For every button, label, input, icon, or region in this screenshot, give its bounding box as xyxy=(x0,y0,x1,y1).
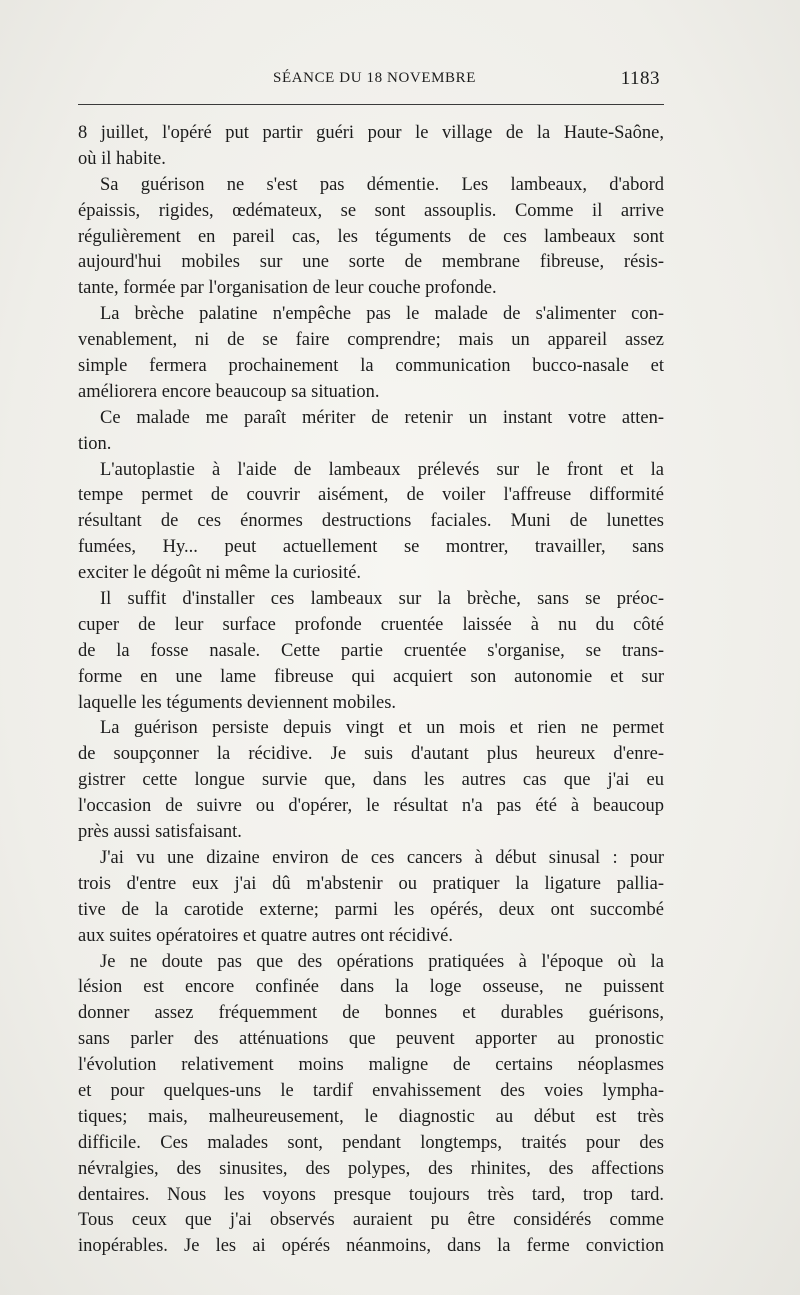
text-line: J'ai vu une dizaine environ de ces cancers à début sinusal : pour xyxy=(100,847,664,868)
text-line: fumées, Hy... peut actuellement se montrer, travailler, sans xyxy=(78,537,664,558)
text-line: aux suites opératoires et quatre autres ont récidivé. xyxy=(78,925,453,946)
text-line: tiques; mais, malheureusement, le diagnostic au début est très xyxy=(78,1106,664,1127)
running-head: SÉANCE DU 18 NOVEMBRE xyxy=(273,70,477,86)
text-line: régulièrement en pareil cas, les téguments de ces lambeaux sont xyxy=(78,226,664,247)
text-line: Ce malade me paraît mériter de retenir un instant votre atten- xyxy=(100,407,664,428)
text-line: gistrer cette longue survie que, dans les autres cas que j'ai eu xyxy=(78,770,664,791)
text-line: où il habite. xyxy=(78,148,166,169)
text-line: simple fermera prochainement la communication bucco-nasale et xyxy=(78,356,664,377)
text-line: exciter le dégoût ni même la curiosité. xyxy=(78,563,362,584)
text-line: névralgies, des sinusites, des polypes, des rhinites, des affections xyxy=(78,1158,664,1179)
text-line: donner assez fréquemment de bonnes et durables guérisons, xyxy=(78,1003,664,1024)
header-rule xyxy=(78,104,664,105)
text-line: de soupçonner la récidive. Je suis d'autant plus heureux d'enre- xyxy=(78,744,664,765)
body-text xyxy=(78,121,664,1260)
text-line: tive de la carotide externe; parmi les opérés, deux ont succombé xyxy=(78,899,664,920)
text-line: près aussi satisfaisant. xyxy=(78,822,242,843)
text-line: venablement, ni de se faire comprendre; mais un appareil assez xyxy=(78,330,664,351)
text-line: et pour quelques-uns le tardif envahissement des voies lympha- xyxy=(78,1080,664,1101)
text-line: lésion est encore confinée dans la loge osseuse, ne puissent xyxy=(78,977,664,998)
text-line: de la fosse nasale. Cette partie cruentée s'organise, se trans- xyxy=(78,640,664,661)
page-header xyxy=(78,68,664,98)
text-line: Je ne doute pas que des opérations pratiquées à l'époque où la xyxy=(100,951,664,972)
text-line: cuper de leur surface profonde cruentée laissée à nu du côté xyxy=(78,614,664,635)
text-line: tion. xyxy=(78,433,112,454)
text-line: aujourd'hui mobiles sur une sorte de membrane fibreuse, résis- xyxy=(78,252,664,273)
text-line: l'évolution relativement moins maligne de certains néoplasmes xyxy=(78,1055,664,1076)
text-line: difficile. Ces malades sont, pendant longtemps, traités pour des xyxy=(78,1132,664,1153)
page-number: 1183 xyxy=(620,68,660,89)
text-line: trois d'entre eux j'ai dû m'abstenir ou pratiquer la ligature pallia- xyxy=(78,873,664,894)
text-line: 8 juillet, l'opéré put partir guéri pour le village de la Haute-Saône, xyxy=(78,123,664,143)
text-line: résultant de ces énormes destructions faciales. Muni de lunettes xyxy=(78,511,664,532)
text-line: L'autoplastie à l'aide de lambeaux prélevés sur le front et la xyxy=(100,459,664,480)
text-line: forme en une lame fibreuse qui acquiert son autonomie et sur xyxy=(78,666,664,687)
text-line: Tous ceux que j'ai observés auraient pu être considérés comme xyxy=(78,1210,664,1231)
text-line: tante, formée par l'organisation de leur couche profonde. xyxy=(78,278,497,299)
text-line: Sa guérison ne s'est pas démentie. Les lambeaux, d'abord xyxy=(100,174,664,195)
text-line: sans parler des atténuations que peuvent apporter au pronostic xyxy=(78,1029,664,1050)
text-line: épaissis, rigides, œdémateux, se sont assouplis. Comme il arrive xyxy=(78,200,664,221)
text-line: La guérison persiste depuis vingt et un mois et rien ne permet xyxy=(100,718,664,739)
text-line: dentaires. Nous les voyons presque toujours très tard, trop tard. xyxy=(78,1184,664,1205)
text-line: tempe permet de couvrir aisément, de voiler l'affreuse difformité xyxy=(78,485,664,506)
text-line: l'occasion de suivre ou d'opérer, le résultat n'a pas été à beaucoup xyxy=(78,796,664,817)
text-line: améliorera encore beaucoup sa situation. xyxy=(78,381,380,402)
text-line: Il suffit d'installer ces lambeaux sur la brèche, sans se préoc- xyxy=(100,589,664,610)
text-line: La brèche palatine n'empêche pas le malade de s'alimenter con- xyxy=(100,304,664,325)
text-line: laquelle les téguments deviennent mobiles. xyxy=(78,692,397,713)
text-line: inopérables. Je les ai opérés néanmoins, dans la ferme conviction xyxy=(78,1236,664,1257)
